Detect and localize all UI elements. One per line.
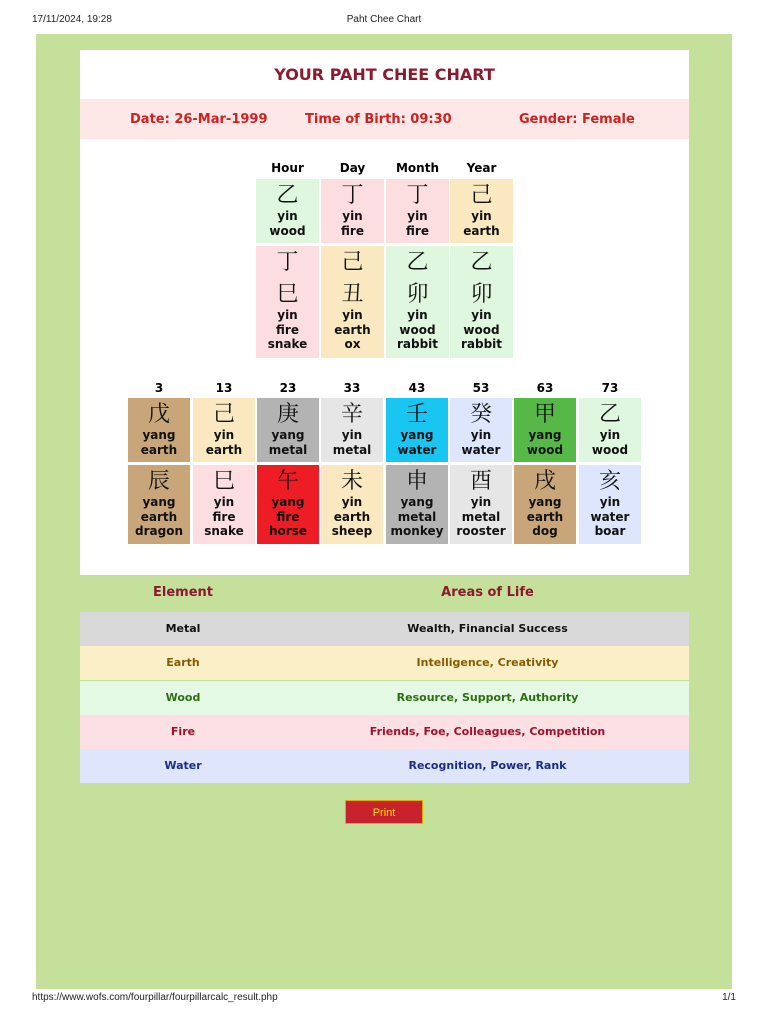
hidden-stem-character: 乙	[406, 250, 429, 275]
animal-label: rooster	[456, 524, 506, 538]
print-button[interactable]: Print	[345, 800, 423, 824]
branch-cell	[386, 246, 449, 358]
luck-age-label: 43	[408, 381, 426, 395]
table-row	[80, 646, 689, 680]
area-cell: Friends, Foe, Colleagues, Competition	[369, 725, 606, 738]
luck-stem-cell	[579, 398, 641, 462]
branch-character: 巳	[276, 282, 299, 307]
luck-branch-cell	[193, 465, 255, 544]
luck-stem-character: 乙	[598, 402, 621, 427]
stem-character: 丁	[406, 183, 429, 208]
element-label: earth	[140, 509, 178, 524]
polarity-label: yang	[271, 428, 305, 442]
luck-age-label: 73	[601, 381, 619, 395]
table-row	[80, 715, 689, 749]
element-label: wood	[269, 223, 306, 238]
polarity-label: yin	[341, 428, 363, 442]
polarity-label: yin	[471, 308, 492, 322]
stem-character: 己	[470, 183, 493, 208]
element-label: earth	[205, 442, 243, 457]
print-page-number: 1/1	[722, 992, 736, 1003]
luck-stem-character: 己	[212, 402, 235, 427]
branch-cell	[256, 246, 319, 358]
polarity-label: yin	[599, 495, 621, 509]
luck-age-label: 23	[279, 381, 297, 395]
luck-stem-cell	[514, 398, 576, 462]
stem-cell	[450, 179, 513, 243]
element-label: earth	[334, 322, 371, 337]
polarity-label: yin	[407, 308, 428, 322]
stem-cell	[256, 179, 319, 243]
stem-cell	[386, 179, 449, 243]
element-cell: Water	[164, 759, 202, 772]
animal-label: snake	[204, 524, 244, 538]
luck-stem-cell	[257, 398, 319, 462]
area-cell: Recognition, Power, Rank	[408, 759, 567, 772]
element-label: metal	[332, 442, 372, 457]
birth-time: Time of Birth: 09:30	[305, 112, 452, 127]
element-cell: Metal	[165, 622, 201, 635]
element-label: fire	[276, 509, 300, 524]
luck-branch-character: 亥	[598, 469, 621, 494]
animal-label: rabbit	[396, 337, 439, 351]
element-cell: Earth	[166, 656, 200, 669]
branch-character: 卯	[470, 282, 493, 307]
element-label: fire	[212, 509, 236, 524]
element-label: water	[461, 442, 501, 457]
element-label: metal	[461, 509, 501, 524]
polarity-label: yin	[341, 495, 363, 509]
polarity-label: yin	[407, 209, 428, 223]
luck-branch-cell	[514, 465, 576, 544]
luck-branch-character: 酉	[469, 469, 492, 494]
element-label: metal	[268, 442, 308, 457]
table-row	[80, 749, 689, 783]
luck-age-label: 13	[215, 381, 233, 395]
luck-age-label: 3	[154, 381, 164, 395]
areas-column-header: Areas of Life	[441, 585, 534, 600]
branch-cell	[321, 246, 384, 358]
polarity-label: yin	[342, 209, 363, 223]
element-label: water	[590, 509, 630, 524]
area-cell: Wealth, Financial Success	[407, 622, 568, 635]
luck-branch-character: 午	[276, 469, 299, 494]
animal-label: snake	[267, 337, 308, 351]
luck-branch-cell	[386, 465, 448, 544]
polarity-label: yang	[400, 428, 434, 442]
element-label: wood	[591, 442, 629, 457]
luck-branch-cell	[321, 465, 383, 544]
animal-label: horse	[269, 524, 307, 538]
animal-label: monkey	[390, 524, 444, 538]
element-label: earth	[140, 442, 178, 457]
stem-cell	[321, 179, 384, 243]
page-title: YOUR PAHT CHEE CHART	[274, 65, 495, 84]
luck-branch-cell	[579, 465, 641, 544]
polarity-label: yin	[470, 428, 492, 442]
element-label: earth	[333, 509, 371, 524]
polarity-label: yin	[470, 495, 492, 509]
polarity-label: yang	[142, 428, 176, 442]
element-cell: Wood	[165, 691, 201, 704]
polarity-label: yang	[528, 428, 562, 442]
animal-label: dog	[532, 524, 558, 538]
element-label: fire	[276, 322, 299, 337]
polarity-label: yin	[213, 495, 235, 509]
polarity-label: yin	[213, 428, 235, 442]
luck-branch-cell	[257, 465, 319, 544]
element-label: metal	[397, 509, 437, 524]
element-label: fire	[406, 223, 429, 238]
print-datetime: 17/11/2024, 19:28	[32, 14, 112, 25]
luck-branch-cell	[128, 465, 190, 544]
polarity-label: yang	[528, 495, 562, 509]
pillar-header: Month	[395, 161, 439, 175]
hidden-stem-character: 乙	[470, 250, 493, 275]
element-label: earth	[526, 509, 564, 524]
area-cell: Intelligence, Creativity	[416, 656, 559, 669]
luck-branch-character: 巳	[212, 469, 235, 494]
polarity-label: yang	[142, 495, 176, 509]
hidden-stem-character: 己	[341, 250, 364, 275]
polarity-label: yang	[271, 495, 305, 509]
luck-stem-cell	[450, 398, 512, 462]
luck-stem-character: 癸	[469, 402, 492, 427]
luck-stem-character: 壬	[405, 402, 428, 427]
luck-branch-cell	[450, 465, 512, 544]
animal-label: sheep	[331, 524, 373, 538]
luck-stem-character: 甲	[533, 402, 556, 427]
table-row	[80, 681, 689, 715]
luck-age-label: 33	[343, 381, 361, 395]
element-label: wood	[526, 442, 564, 457]
branch-character: 卯	[406, 282, 429, 307]
branch-cell	[450, 246, 513, 358]
gender: Gender: Female	[519, 112, 635, 127]
pillar-header: Year	[466, 161, 497, 175]
pillar-header: Hour	[271, 161, 304, 175]
luck-stem-character: 辛	[340, 402, 363, 427]
element-column-header: Element	[153, 585, 213, 600]
animal-label: ox	[344, 337, 361, 351]
pillar-header: Day	[339, 161, 366, 175]
luck-stem-character: 戊	[147, 402, 170, 427]
luck-stem-cell	[128, 398, 190, 462]
polarity-label: yin	[471, 209, 492, 223]
hidden-stem-character: 丁	[276, 250, 299, 275]
animal-label: dragon	[135, 524, 183, 538]
element-label: fire	[341, 223, 364, 238]
element-label: earth	[463, 223, 500, 238]
element-label: water	[397, 442, 437, 457]
stem-character: 乙	[276, 183, 299, 208]
animal-label: boar	[594, 524, 626, 538]
print-title: Paht Chee Chart	[346, 14, 422, 25]
luck-stem-cell	[321, 398, 383, 462]
area-cell: Resource, Support, Authority	[396, 691, 579, 704]
table-row	[80, 612, 689, 646]
luck-age-label: 53	[472, 381, 490, 395]
birth-date: Date: 26-Mar-1999	[130, 112, 268, 127]
animal-label: rabbit	[460, 337, 503, 351]
print-url: https://www.wofs.com/fourpillar/fourpillarcalc_result.php	[32, 992, 278, 1003]
luck-branch-character: 未	[340, 469, 363, 494]
luck-stem-character: 庚	[276, 402, 299, 427]
luck-branch-character: 辰	[147, 469, 170, 494]
luck-branch-character: 戌	[533, 469, 556, 494]
element-label: wood	[463, 322, 500, 337]
polarity-label: yin	[342, 308, 363, 322]
element-label: wood	[399, 322, 436, 337]
luck-stem-cell	[386, 398, 448, 462]
luck-age-label: 63	[536, 381, 554, 395]
polarity-label: yin	[277, 209, 298, 223]
branch-character: 丑	[341, 282, 364, 307]
element-cell: Fire	[170, 725, 196, 738]
polarity-label: yin	[599, 428, 621, 442]
stem-character: 丁	[341, 183, 364, 208]
luck-branch-character: 申	[405, 469, 428, 494]
polarity-label: yang	[400, 495, 434, 509]
luck-stem-cell	[193, 398, 255, 462]
polarity-label: yin	[277, 308, 298, 322]
